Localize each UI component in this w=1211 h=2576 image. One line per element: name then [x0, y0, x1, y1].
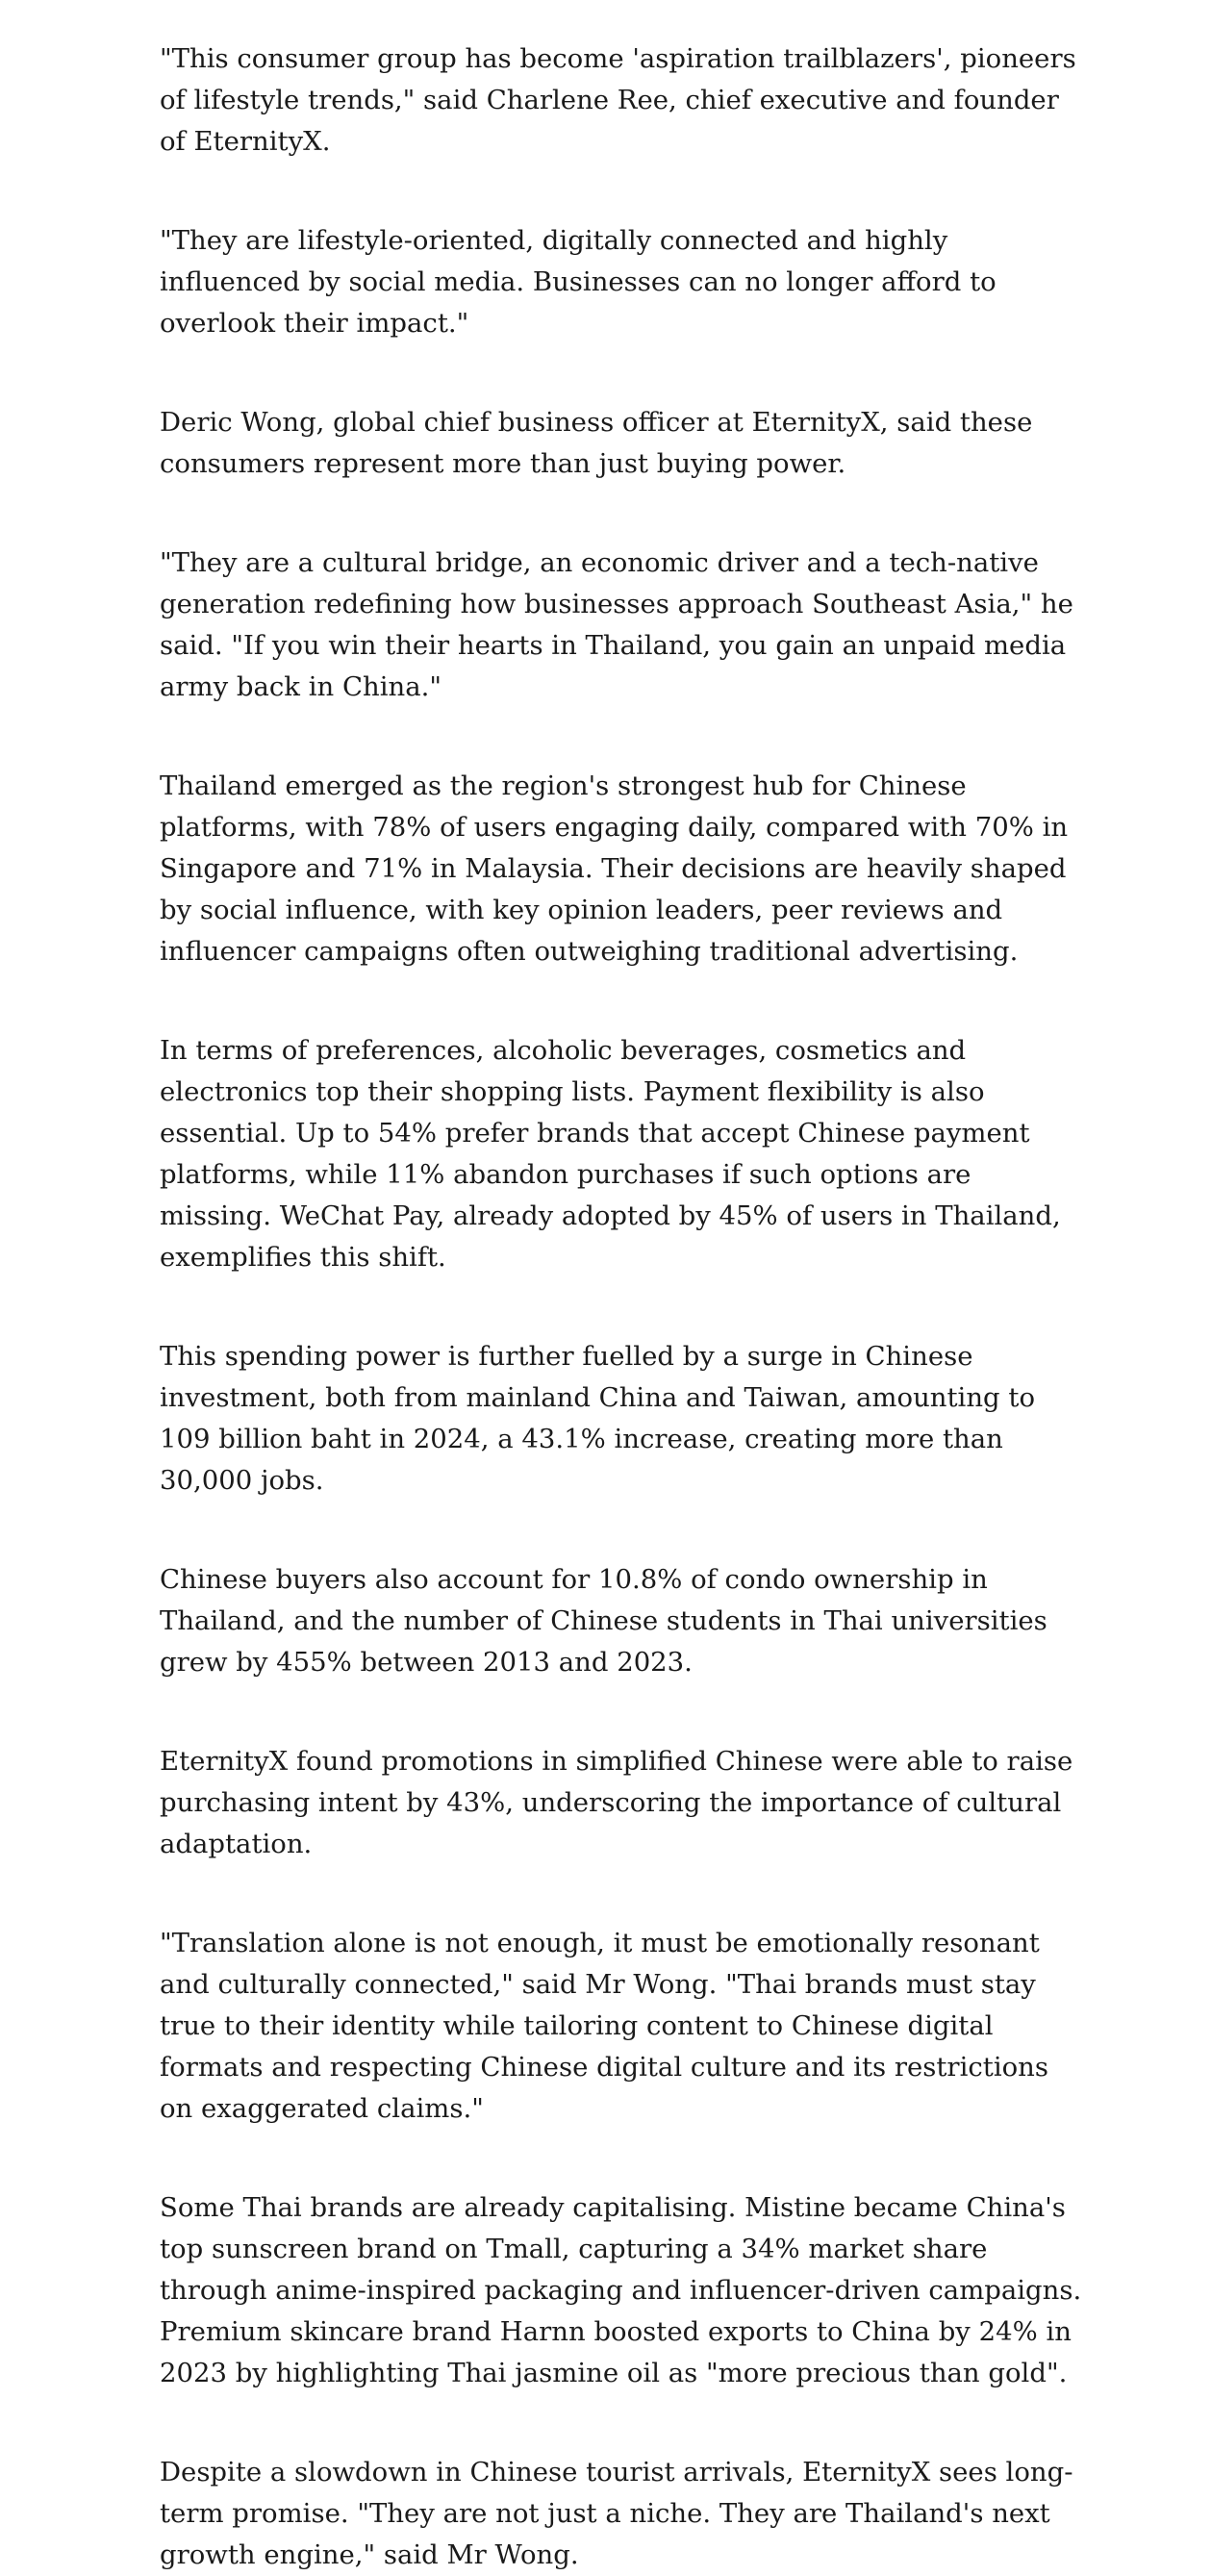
article-body	[160, 38, 1083, 2576]
paragraph: EternityX found promotions in simplified Chinese were able to raise purchasing intent by 43%, underscoring the importance of cultural adaptation.	[160, 1746, 1073, 1859]
paragraph: Thailand emerged as the region's strongest hub for Chinese platforms, with 78% of users engaging daily, compared with 70% in Singapore and 71% in Malaysia. Their decisions are heavily shaped by social influence, with key opinion leaders, peer reviews and influencer campaigns often outweighing traditional advertising.	[160, 770, 1069, 967]
paragraph: "Translation alone is not enough, it must be emotionally resonant and culturally connected," said Mr Wong. "Thai brands must stay true to their identity while tailoring content to Chinese digital formats and respecting Chinese digital culture and its restrictions on exaggerated claims."	[160, 1928, 1049, 2124]
paragraph: Chinese buyers also account for 10.8% of condo ownership in Thailand, and the number of Chinese students in Thai universities grew by 455% between 2013 and 2023.	[160, 1564, 1047, 1678]
paragraph: "This consumer group has become 'aspiration trailblazers', pioneers of lifestyle trends," said Charlene Ree, chief executive and founder of EternityX.	[160, 43, 1076, 157]
paragraph: "They are a cultural bridge, an economic driver and a tech-native generation redefining how businesses approach Southeast Asia," he said. "If you win their hearts in Thailand, you gain an unpaid media army back in China."	[160, 547, 1073, 702]
paragraph: "They are lifestyle-oriented, digitally connected and highly influenced by social media. Businesses can no longer afford to overlook their impact."	[160, 225, 997, 339]
paragraph: Despite a slowdown in Chinese tourist arrivals, EternityX sees long-term promise. "They are not just a niche. They are Thailand's next growth engine," said Mr Wong.	[160, 2457, 1073, 2570]
paragraph: Deric Wong, global chief business officer at EternityX, said these consumers represent more than just buying power.	[160, 407, 1033, 479]
paragraph: Some Thai brands are already capitalising. Mistine became China's top sunscreen brand on Tmall, capturing a 34% market share through anime-inspired packaging and influencer-driven campaigns. Premium skincare brand Harnn boosted exports to China by 24% in 2023 by highlighting Thai jasmine oil as "more precious than gold".	[160, 2192, 1082, 2388]
paragraph: This spending power is further fuelled by a surge in Chinese investment, both from mainland China and Taiwan, amounting to 109 billion baht in 2024, a 43.1% increase, creating more than 30,000 jobs.	[160, 1341, 1035, 1496]
paragraph: In terms of preferences, alcoholic beverages, cosmetics and electronics top their shopping lists. Payment flexibility is also essential. Up to 54% prefer brands that accept Chinese payment platforms, while 11% abandon purchases if such options are missing. WeChat Pay, already adopted by 45% of users in Thailand, exemplifies this shift.	[160, 1035, 1061, 1273]
